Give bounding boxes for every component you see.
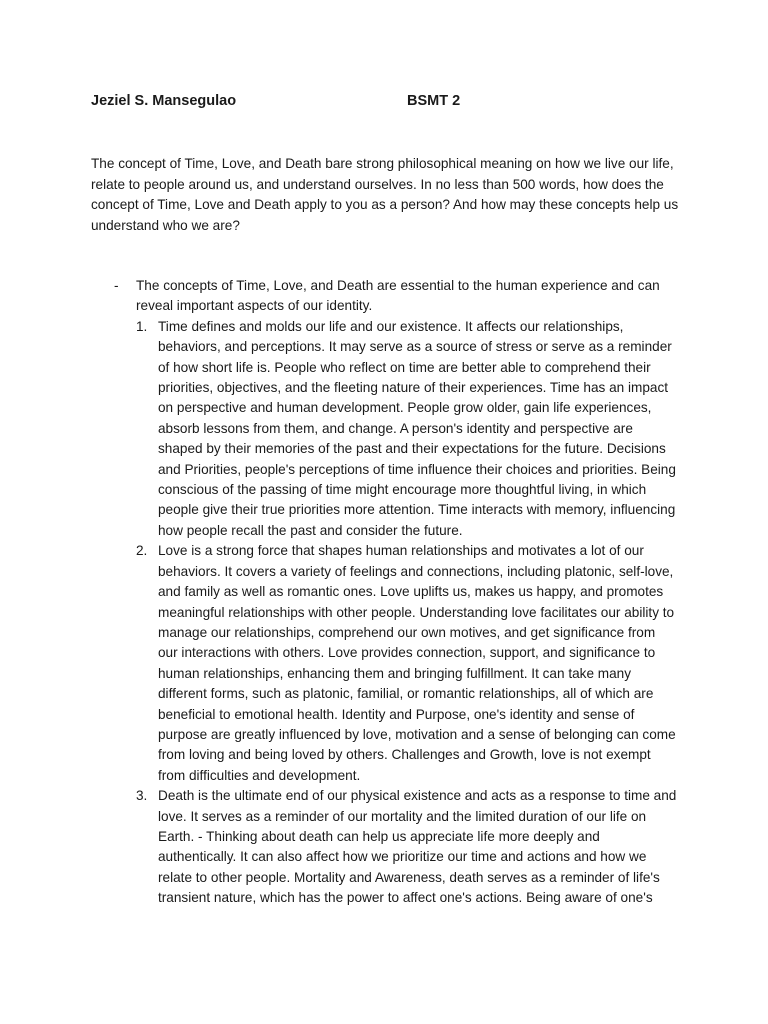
intro-bullet <box>91 276 676 317</box>
list-item-love <box>91 541 678 786</box>
student-name: Jeziel S. Mansegulao <box>91 93 237 109</box>
essay-prompt: The concept of Time, Love, and Death bare strong philosophical meaning on how we live our life, relate to people around us, and understand ourselves. In no less than 500 words, how does the concept of Time, Love and Death apply to you as a person? And how may these concepts help us understand who we are? <box>91 156 679 233</box>
list-number: 1. <box>136 318 148 334</box>
list-number: 2. <box>136 543 148 559</box>
list-item-death <box>91 786 678 908</box>
bullet-dash: - <box>114 278 119 293</box>
numbered-list <box>91 317 691 909</box>
list-number: 3. <box>136 788 148 804</box>
course-label: BSMT 2 <box>407 93 461 109</box>
list-item-time <box>91 317 678 541</box>
list-item-text: Love is a strong force that shapes human relationships and motivates a lot of our behaviors. It covers a variety of feelings and connections, including platonic, self-love, and family as well as romantic ones. Love uplifts us, makes us happy, and promotes meaningful relationships with other people. Understanding love facilitates our ability to manage our relationships, comprehend our own motives, and get significance from our interactions with others. Love provides connection, support, and significance to human relationships, enhancing them and bringing fulfillment. It can take many different forms, such as platonic, familial, or romantic relationships, all of which are beneficial to emotional health. Identity and Purpose, one's identity and sense of purpose are greatly influenced by love, motivation and a sense of belonging can come from loving and being loved by others. Challenges and Growth, love is not exempt from difficulties and development. <box>158 543 676 783</box>
list-item-text: Death is the ultimate end of our physical existence and acts as a response to time and love. It serves as a reminder of our mortality and the limited duration of our life on Earth. - Thinking about death can help us appreciate life more deeply and authentically. It can also affect how we prioritize our time and actions and how we relate to other people. Mortality and Awareness, death serves as a reminder of life's transient nature, which has the power to affect one's actions. Being aware of one's <box>158 788 677 906</box>
essay-answer <box>91 276 691 909</box>
list-item-text: Time defines and molds our life and our existence. It affects our relationships, behaviors, and perceptions. It may serve as a source of stress or serve as a reminder of how short life is. People who reflect on time are better able to comprehend their priorities, objectives, and the fleeting nature of their experiences. Time has an impact on perspective and human development. People grow older, gain life experiences, absorb lessons from them, and change. A person's identity and perspective are shaped by their memories of the past and their expectations for the future. Decisions and Priorities, people's perceptions of time influence their choices and priorities. Being conscious of the passing of time might encourage more thoughtful living, in which people give their true priorities more attention. Time interacts with memory, influencing how people recall the past and consider the future. <box>158 318 676 538</box>
document-header <box>91 93 691 113</box>
intro-text: The concepts of Time, Love, and Death are essential to the human experience and can reveal important aspects of our identity. <box>136 278 660 314</box>
